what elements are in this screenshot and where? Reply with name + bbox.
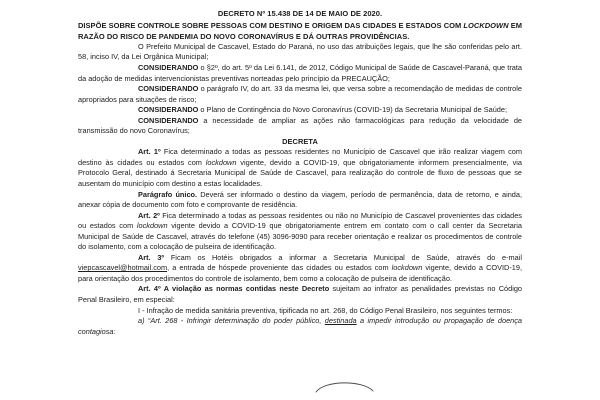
hotel-report-email[interactable]: viepcascavel@hotmail.com — [78, 263, 168, 273]
article-1 — [78, 147, 522, 189]
article-1-text-a: Fica determinado a todas as pessoas residentes no Município de Cascavel que irão realizar viagem com destino às cidades ou estados com — [78, 147, 522, 167]
article-1-lockdown-term: lockdown — [205, 157, 237, 167]
considerando-3-text: o Plano de Contingência do Novo Coronavírus (COVID-19) da Secretaria Municipal de Saúde; — [198, 105, 507, 115]
article-2-lockdown-term: lockdown — [136, 221, 168, 231]
article-4 — [78, 284, 522, 305]
article-3 — [78, 253, 522, 285]
article-4-text: sujeitam ao infrator as penalidades previstas no Código Penal Brasileiro, em especial: — [78, 284, 523, 305]
decree-number-heading: DECRETO Nº 15.438 DE 14 DE MAIO DE 2020. — [217, 9, 383, 18]
article-3-text-c: vigente, devido a COVID-19, para orientação dos procedimentos do controle de isolamento, bem como a colocação de pulseira de identificação. — [78, 263, 522, 283]
article-3-text-b: , a entrada de hóspede proveniente das cidades ou estados com — [167, 263, 392, 273]
preamble-paragraph: O Prefeito Municipal de Cascavel, Estado do Paraná, no uso das atribuições legais, que lhe são conferidas pelo art. 58, inciso IV, da Lei Orgânica Municipal; — [78, 41, 522, 62]
considerando-2-label: CONSIDERANDO — [138, 84, 199, 94]
alinea-a-underlined-word: destinada — [324, 316, 357, 326]
article-3-label: Art. 3º — [138, 252, 165, 262]
article-1-label: Art. 1º — [138, 147, 161, 157]
considerando-4-text: a necessidade de ampliar as ações não farmacológicas para redução da velocidade de transmissão do novo Coronavírus; — [78, 115, 522, 136]
considerando-2-text: o parágrafo IV, do art. 33 da mesma lei, que versa sobre a recomendação de medidas de controle apropriados para situações de risco; — [78, 84, 522, 104]
article-1-text-b: vigente, devido a COVID-19, que obrigatoriamente informem presencialmente, via Protocolo Geral, destinado á Secretaria Municipal de Saúde de Cascavel, para realização do controle de fluxo de pessoas que se ausentam do município com destino a estas localidades. — [78, 157, 522, 189]
decreta-heading: DECRETA — [282, 136, 318, 146]
handwritten-arc-mark-icon — [315, 379, 375, 393]
considerando-1 — [78, 63, 522, 84]
article-3-lockdown-term: lockdown — [391, 263, 423, 273]
article-2 — [78, 211, 522, 253]
decree-summary — [78, 20, 522, 42]
considerando-3-label: CONSIDERANDO — [138, 105, 199, 115]
paragrafo-unico-label: Parágrafo único. — [138, 189, 198, 199]
considerando-2 — [78, 84, 522, 105]
paragrafo-unico-text: Deverá ser informado o destino da viagem, período de permanência, data de retorno, e ainda, anexar cópia de documento com foto e comprovante de residência. — [78, 189, 522, 210]
considerando-1-text: o §2º, do art. 5º da Lei 6.141, de 2012, Código Municipal de Saúde de Cascavel-Paraná, que trata da adoção de medidas intervencionistas preventivas norteadas pelo princípio da PRECAUÇÃO; — [78, 63, 522, 83]
article-2-label: Art. 2º — [138, 210, 160, 220]
inciso-i: I - Infração de medida sanitária preventiva, tipificada no art. 268, do Código Penal Brasileiro, nos seguintes termos: — [138, 305, 513, 315]
ementa-text-part2: EM RAZÃO DO RISCO DE PANDEMIA DO NOVO CORONAVÍRUS E DÁ OUTRAS PROVIDÊNCIAS. — [78, 20, 522, 41]
article-2-text-a: Fica determinado a todas as pessoas residentes ou não no Município de Cascavel provenientes das cidades ou estados com — [78, 210, 522, 231]
ementa-lockdown-term: LOCKDOWN — [463, 20, 509, 30]
article-4-label: Art. 4º A violação as normas contidas neste Decreto — [138, 284, 330, 294]
alinea-a-text-part1: a) “Art. 268 - Infringir determinação do poder público, — [138, 316, 325, 326]
article-2-text-b: vigente devido a COVID-19 que obrigatoriamente entrem em contato com o call center da Secretaria Municipal de Saúde de Cascavel, através do telefone (45) 3096-9090 para receber orientação e realizar os procedimentos de controle do isolamento, com a colocação de pulseira de identificação. — [78, 221, 523, 252]
alinea-a — [78, 316, 522, 337]
considerando-3 — [78, 105, 522, 116]
considerando-4-label: CONSIDERANDO — [138, 115, 199, 125]
considerando-1-label: CONSIDERANDO — [138, 63, 199, 72]
article-3-text-a: Ficam os Hotéis obrigados a informar a Secretaria Municipal de Saúde, através do e-mail — [164, 252, 522, 262]
considerando-4 — [78, 116, 522, 137]
decree-document — [78, 8, 522, 337]
alinea-a-text-part2: a impedir introdução ou propagação de doença contagiosa: — [78, 316, 522, 336]
ementa-text-part1: DISPÕE SOBRE CONTROLE SOBRE PESSOAS COM DESTINO E ORIGEM DAS CIDADES E ESTADOS COM — [78, 20, 464, 30]
paragrafo-unico — [78, 190, 522, 211]
